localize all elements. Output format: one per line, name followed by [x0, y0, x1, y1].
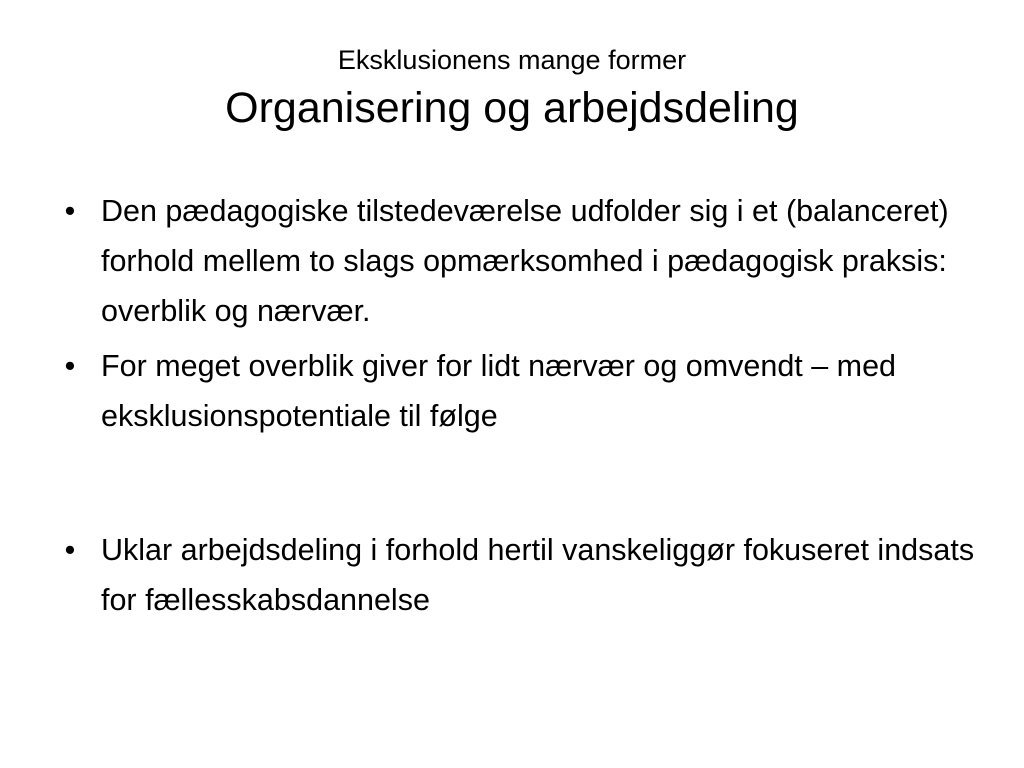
title-block [60, 40, 964, 136]
bullet-item [60, 186, 980, 336]
bullet-marker: • [64, 194, 76, 228]
bullet-marker: • [64, 533, 76, 567]
bullet-list [60, 186, 980, 630]
bullet-text: Uklar arbejdsdeling i forhold hertil vanskeliggør fokuseret indsats for fællesskabsdannelse [101, 533, 975, 617]
slide-subtitle: Eksklusionens mange former [337, 45, 687, 75]
bullet-text: For meget overblik giver for lidt nærvær og omvendt – med eksklusionspotentiale til følge [101, 349, 897, 433]
empty-bullet-line [60, 446, 980, 496]
bullet-item [60, 341, 980, 441]
bullet-marker: • [64, 349, 76, 383]
bullet-item [60, 525, 980, 625]
slide-title: Organisering og arbejdsdeling [225, 84, 799, 132]
bullet-text: Den pædagogiske tilstedeværelse udfolder sig i et (balanceret) forhold mellem to slags opmærksomhed i pædagogisk praksis: overblik og nærvær. [101, 194, 949, 328]
